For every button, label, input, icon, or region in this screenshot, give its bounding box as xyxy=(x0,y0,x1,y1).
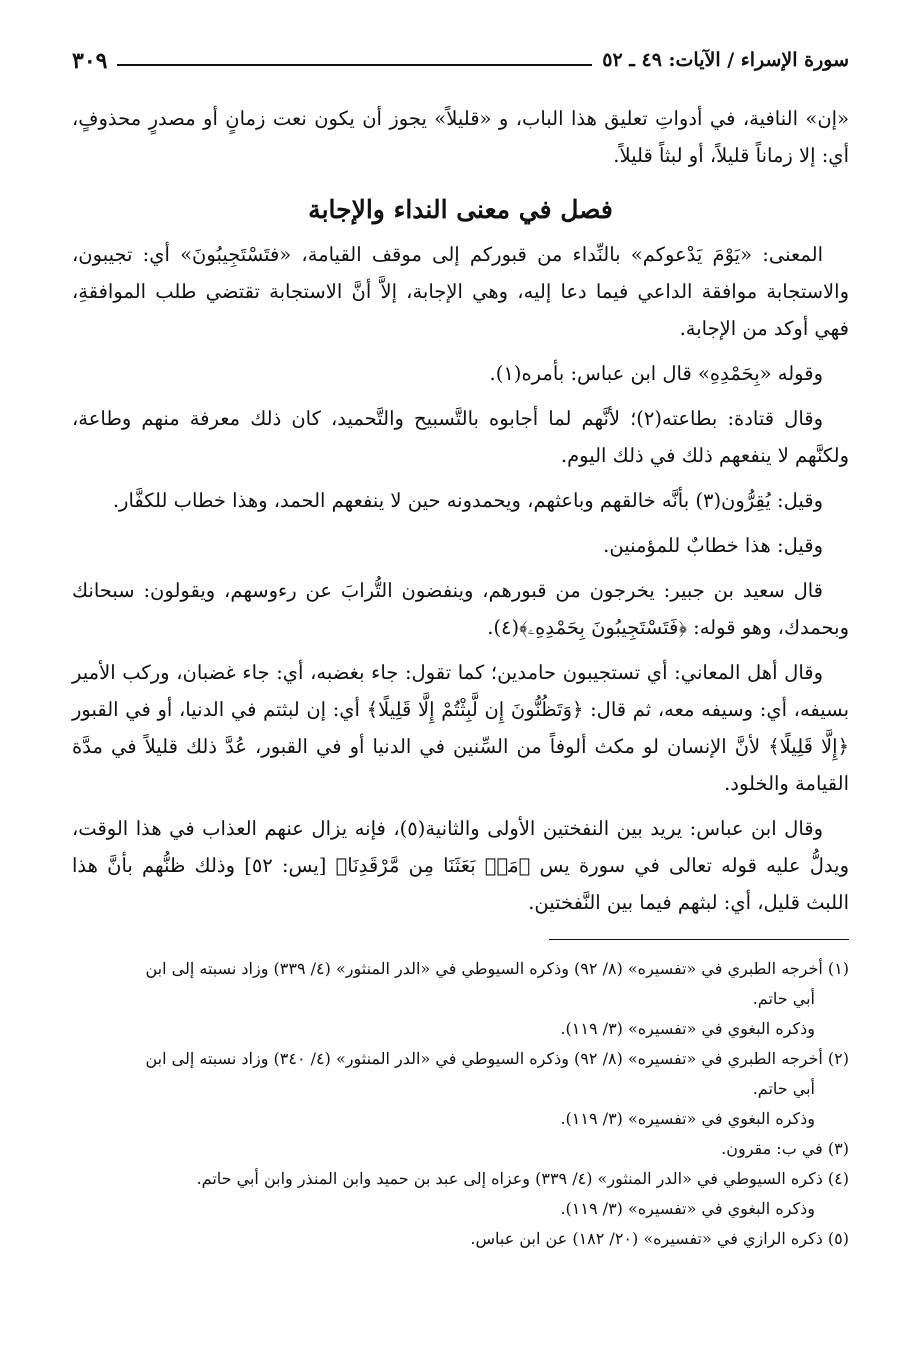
header-title: سورة الإسراء / الآيات: ٤٩ ـ ٥٢ xyxy=(602,49,849,71)
intro-line: «إن» النافية، في أدواتِ تعليق هذا الباب، و «قليلاً» يجوز أن يكون نعت زمانٍ أو مصدرٍ xyxy=(148,107,849,130)
footnote-4 xyxy=(72,1164,849,1224)
footnote-1 xyxy=(72,954,849,1044)
main-text xyxy=(72,100,849,921)
body-paragraph: وقوله «بِحَمْدِهِ» قال ابن عباس: بأمره(١). xyxy=(489,362,823,385)
footnote-continuation: وذكره البغوي في «تفسيره» (٣/ ١١٩). xyxy=(560,1199,815,1218)
body-paragraph: وقيل: يُقِرُّون(٣) بأنَّه خالقهم وباعثهم، ويحمدونه حين لا ينفعهم الحمد، وهذا خطاب للكفَّار. xyxy=(112,489,823,512)
header-rule xyxy=(117,64,592,66)
running-header xyxy=(72,28,849,74)
body-paragraph: وقال ابن عباس: يريد بين النفختين الأولى والثانية(٥)، فإنه يزال عنهم العذاب في هذا الوقت، ويدلُّ عليه قوله تعالى في سورة يس ﴿مَنۢ بَعَثَنَا مِن مَّرْقَدِنَا﴾ [يس: ٥٢] وذلك ظنُّهم بأنَّ هذا اللبث قليل، أي: لبثهم فيما بين النَّفختين. xyxy=(72,817,849,914)
footnotes xyxy=(72,954,849,1254)
footnote-continuation: أبي حاتم. xyxy=(752,989,815,1008)
intro-line: محذوفٍ، أي: إلا زماناً قليلاً، أو لبثاً قليلاً. xyxy=(72,107,849,167)
footnote-text: (٤) ذكره السيوطي في «الدر المنثور» (٤/ ٣٣٩) وعزاه إلى عبد بن حميد وابن المنذر وابن أبي حاتم. xyxy=(196,1169,849,1188)
footnote-text: (٣) في ب: مقرون. xyxy=(721,1139,849,1158)
footnote-2 xyxy=(72,1044,849,1134)
footnote-text: (١) أخرجه الطبري في «تفسيره» (٨/ ٩٢) وذكره السيوطي في «الدر المنثور» (٤/ ٣٣٩) وزاد نسبته إلى ابن xyxy=(145,959,849,978)
footnote-separator xyxy=(549,939,849,940)
body-paragraph: المعنى: «يَوْمَ يَدْعوكم» بالنِّداء من قبوركم إلى موقف القيامة، «فتَسْتَجِيبُونَ» أي: تجيبون، والاستجابة موافقة الداعي فيما دعا إليه، وهي الإجابة، إلاَّ أنَّ الاستجابة تقتضي طلب الموافقةِ، فهي أوكد من الإجابة. xyxy=(72,243,849,340)
body-paragraph: وقال قتادة: بطاعته(٢)؛ لأنَّهم لما أجابوه بالتَّسبيح والتَّحميد، كان ذلك معرفة منهم وطاعة، ولكنَّهم لا ينفعهم ذلك في ذلك اليوم. xyxy=(72,407,849,467)
footnote-text: (٥) ذكره الرازي في «تفسيره» (٢٠/ ١٨٢) عن ابن عباس. xyxy=(470,1229,849,1248)
body-paragraph: قال سعيد بن جبير: يخرجون من قبورهم، وينفضون التُّرابَ عن رءوسهم، ويقولون: سبحانك وبحمدك، وهو قوله: ﴿فَتَسْتَجِيبُونَ بِحَمْدِهِۦ﴾(٤). xyxy=(72,579,849,639)
footnote-text: (٢) أخرجه الطبري في «تفسيره» (٨/ ٩٢) وذكره السيوطي في «الدر المنثور» (٤/ ٣٤٠) وزاد نسبته إلى ابن xyxy=(145,1049,849,1068)
footnote-5 xyxy=(72,1224,849,1254)
intro-paragraph xyxy=(72,100,849,174)
body-paragraph: وقيل: هذا خطابٌ للمؤمنين. xyxy=(603,534,823,557)
footnote-continuation: وذكره البغوي في «تفسيره» (٣/ ١١٩). xyxy=(560,1019,815,1038)
page-number: ٣٠٩ xyxy=(72,48,108,74)
section-heading: فصل في معنى النداء والإجابة xyxy=(308,195,613,224)
body-paragraph: وقال أهل المعاني: أي تستجيبون حامدين؛ كما تقول: جاء بغضبه، أي: جاء غضبان، وركب الأمير بسيفه، أي: وسيفه معه، ثم قال: ﴿وَتَظُنُّونَ إِن لَّبِثْتُمْ إِلَّا قَلِيلًا﴾ أي: إن لبثتم في الدنيا، أو في القبور ﴿إِلَّا قَلِيلًا﴾ لأنَّ الإنسان لو مكث ألوفاً من السِّنين في الدنيا أو في القبور، عُدَّ ذلك قليلاً في مدَّة القيامة والخلود. xyxy=(72,661,849,795)
footnote-continuation: أبي حاتم. xyxy=(752,1079,815,1098)
footnote-3 xyxy=(72,1134,849,1164)
footnote-continuation: وذكره البغوي في «تفسيره» (٣/ ١١٩). xyxy=(560,1109,815,1128)
